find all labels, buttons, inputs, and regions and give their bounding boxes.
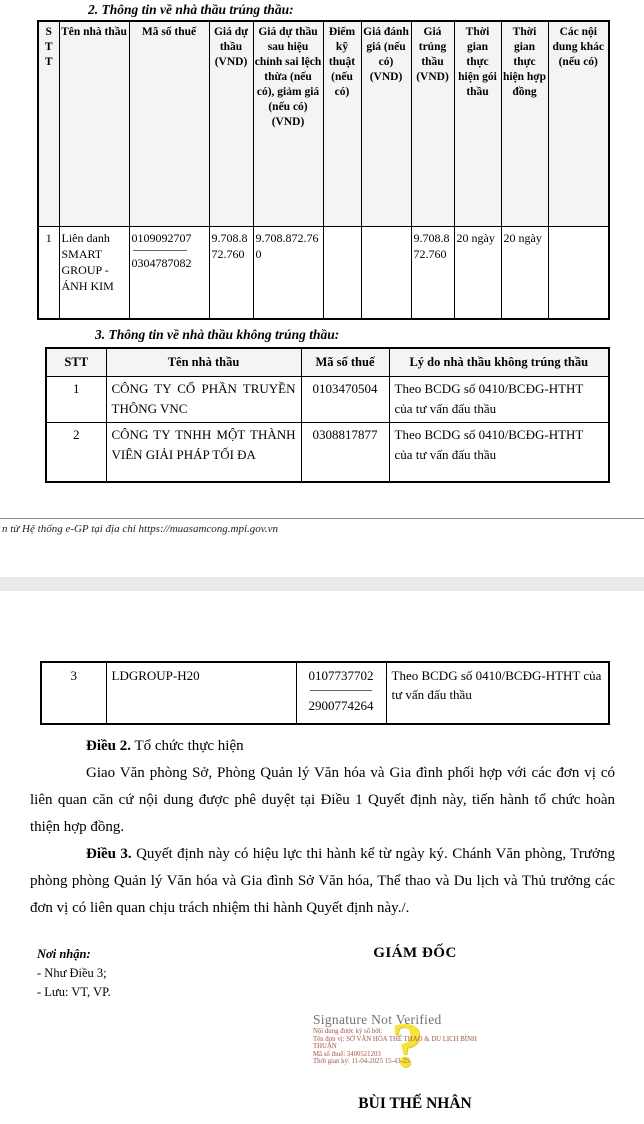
table-row — [41, 662, 609, 724]
cell-reason: Theo BCDG số 0410/BCĐG-HTHT của tư vấn đấu thầu — [389, 376, 609, 422]
tax-code-divider — [133, 250, 187, 251]
decision-body-text — [30, 733, 615, 922]
table-row — [38, 226, 609, 319]
article3-label: Điều 3. — [86, 846, 132, 862]
article3-paragraph — [30, 841, 615, 922]
col-header-adjusted-price: Giá dự thầu sau hiệu chỉnh sai lệch thừa (nếu có), giảm giá (nếu có) (VND) — [253, 21, 323, 226]
cell-adjusted-price: 9.708.872.760 — [253, 226, 323, 319]
tax-code-1: 0107737702 — [308, 668, 374, 683]
col-header-tax-code: Mã số thuế — [301, 348, 389, 376]
col-header-stt: STT — [38, 21, 59, 226]
cell-technical-score — [323, 226, 361, 319]
winning-bidder-table — [37, 20, 610, 320]
cell-stt: 1 — [46, 376, 106, 422]
article2-heading — [30, 733, 615, 760]
col-header-contractor: Tên nhà thầu — [106, 348, 301, 376]
cell-package-duration: 20 ngày — [454, 226, 501, 319]
signature-stamp-text — [313, 1012, 613, 1066]
table-row — [46, 422, 609, 482]
recipient-item: - Lưu: VT, VP. — [37, 985, 111, 999]
cell-contractor-name: CÔNG TY CỔ PHẦN TRUYỀN THÔNG VNC — [106, 376, 301, 422]
table-header-row — [38, 21, 609, 226]
cell-reason: Theo BCDG số 0410/BCĐG-HTHT của tư vấn đấu thầu — [386, 662, 609, 724]
cell-stt: 1 — [38, 226, 59, 319]
col-header-reason: Lý do nhà thầu không trúng thầu — [389, 348, 609, 376]
cell-tax-code: 0308817877 — [301, 422, 389, 482]
non-winning-bidders-table — [45, 347, 610, 483]
non-winning-bidders-table-continued — [40, 661, 610, 725]
cell-other — [548, 226, 609, 319]
page-footer-note: n từ Hệ thống e-GP tại địa chỉ https://muasamcong.mpi.gov.vn — [2, 523, 278, 535]
signer-position: GIÁM ĐỐC — [373, 945, 457, 961]
article2-title: Tổ chức thực hiện — [131, 738, 244, 754]
recipients-block — [37, 945, 111, 1002]
cell-contract-duration: 20 ngày — [501, 226, 548, 319]
col-header-bid-price: Giá dự thầu (VND) — [209, 21, 253, 226]
table-row — [46, 376, 609, 422]
cell-reason: Theo BCDG số 0410/BCĐG-HTHT của tư vấn đấu thầu — [389, 422, 609, 482]
signature-question-mark-icon: ? — [391, 1009, 423, 1080]
cell-stt: 2 — [46, 422, 106, 482]
col-header-package-duration: Thời gian thực hiện gói thầu — [454, 21, 501, 226]
table-header-row — [46, 348, 609, 376]
cell-contractor-name: LDGROUP-H20 — [106, 662, 296, 724]
col-header-tax-code: Mã số thuế — [129, 21, 209, 226]
cell-stt: 3 — [41, 662, 106, 724]
article3-body: Quyết định này có hiệu lực thi hành kể từ ngày ký. Chánh Văn phòng, Trưởng phòng phòng Quản lý Văn hóa và Gia đình Sở Văn hóa, Thể thao và Du lịch và Thủ trưởng các đơn vị có liên quan chịu trách nhiệm thi hành Quyết định này./. — [30, 846, 615, 916]
cell-contractor-name: Liên danh SMART GROUP - ÁNH KIM — [59, 226, 129, 319]
tax-code-2: 2900774264 — [308, 698, 374, 713]
col-header-contractor: Tên nhà thầu — [59, 21, 129, 226]
digital-signature-stamp — [313, 1009, 613, 1097]
signature-tax-code: Mã số thuế: 3400521203 — [313, 1050, 381, 1058]
signature-status: Signature Not Verified — [313, 1012, 442, 1027]
signature-org-name-cont: THUẬN — [313, 1043, 337, 1051]
tax-code-divider — [310, 690, 372, 691]
signer-name: BÙI THẾ NHÂN — [358, 1095, 472, 1112]
signature-sign-time: Thời gian ký: 11-04-2025 15-43-25 — [313, 1058, 410, 1066]
col-header-winning-price: Giá trúng thầu (VND) — [411, 21, 454, 226]
col-header-stt: STT — [46, 348, 106, 376]
cell-tax-codes — [296, 662, 386, 724]
cell-bid-price: 9.708.872.760 — [209, 226, 253, 319]
section3-title: 3. Thông tin về nhà thầu không trúng thầu: — [95, 327, 340, 342]
page-footer-rule — [0, 518, 644, 519]
signature-signed-by: Nội dung được ký số bởi: — [313, 1028, 383, 1035]
recipients-label: Nơi nhận: — [37, 947, 91, 961]
tax-code-2: 0304787082 — [131, 255, 192, 270]
tax-code-1: 0109092707 — [131, 230, 192, 245]
signature-org-name: Tên đơn vị: SỞ VĂN HÓA THỂ THAO & DU LỊCH BÌNH — [313, 1035, 477, 1043]
section2-title: 2. Thông tin về nhà thầu trúng thầu: — [88, 2, 294, 17]
col-header-other: Các nội dung khác (nếu có) — [548, 21, 609, 226]
cell-contractor-name: CÔNG TY TNHH MỘT THÀNH VIÊN GIẢI PHÁP TỐI ĐA — [106, 422, 301, 482]
article2-label: Điều 2. — [86, 738, 131, 754]
col-header-contract-duration: Thời gian thực hiện hợp đồng — [501, 21, 548, 226]
cell-evaluated-price — [361, 226, 411, 319]
article2-paragraph: Giao Văn phòng Sở, Phòng Quản lý Văn hóa và Gia đình phối hợp với các đơn vị có liên quan căn cứ nội dung được phê duyệt tại Điều 1 Quyết định này, tiến hành tổ chức hoàn thiện hợp đồng. — [30, 765, 615, 835]
recipient-item: - Như Điều 3; — [37, 966, 107, 980]
page-break-band — [0, 577, 644, 591]
cell-tax-code: 0103470504 — [301, 376, 389, 422]
col-header-technical-score: Điểm kỹ thuật (nếu có) — [323, 21, 361, 226]
col-header-evaluated-price: Giá đánh giá (nếu có) (VND) — [361, 21, 411, 226]
cell-winning-price: 9.708.872.760 — [411, 226, 454, 319]
cell-tax-codes — [129, 226, 209, 319]
